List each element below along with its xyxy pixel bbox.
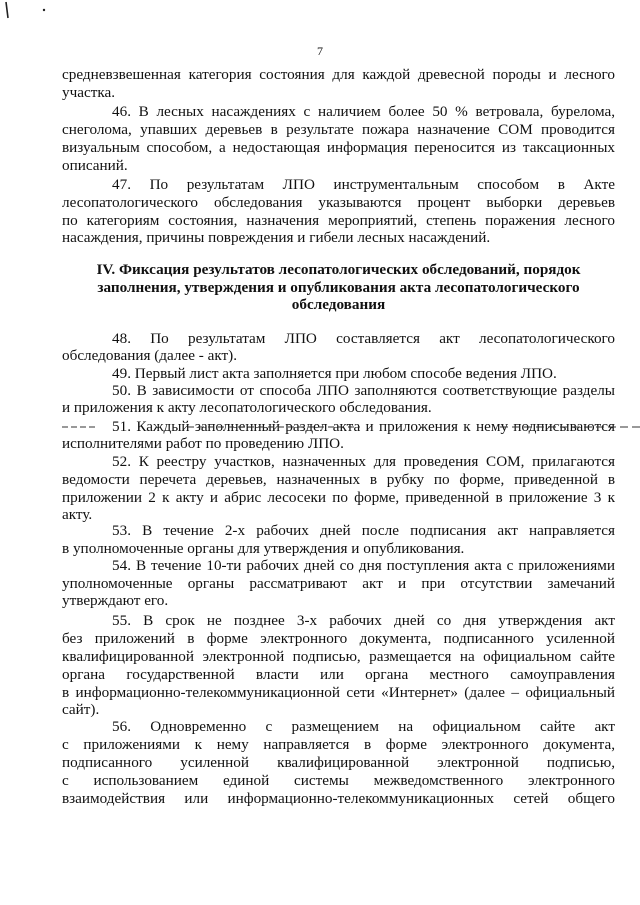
text-line: описаний.	[62, 157, 128, 174]
text-line: утверждают его.	[62, 592, 169, 609]
text-line: с использованием единой системы межведомственного электронного	[62, 772, 615, 789]
text-line: исполнителями работ по проведению ЛПО.	[62, 435, 344, 452]
text-line: акту.	[62, 506, 93, 523]
text-line: 49. Первый лист акта заполняется при любом способе ведения ЛПО.	[112, 365, 557, 382]
text-line: органа государственной власти или органа местного самоуправления	[62, 666, 615, 683]
text-line: обследования (далее - акт).	[62, 347, 238, 364]
text-line: 54. В течение 10-ти рабочих дней со дня поступления акта с приложениями	[112, 557, 615, 574]
section-heading: обследования	[291, 296, 386, 313]
section-heading: IV. Фиксация результатов лесопатологических обследований, порядок	[96, 261, 581, 278]
text-line: 53. В течение 2-х рабочих дней после подписания акт направляется	[112, 522, 615, 539]
text-line: взаимодействия или информационно-телекоммуникационных сетей общего	[62, 790, 615, 807]
text-line: 47. По результатам ЛПО инструментальным способом в Акте	[112, 176, 615, 193]
text-line: подписанного усиленной квалифицированной электронной подписью,	[62, 754, 615, 771]
text-line: визуальным способом, а недостающая информация переносится из таксационных	[62, 139, 615, 156]
text-line: 51. Каждый заполненный раздел акта и приложения к нему подписываются	[112, 418, 615, 435]
text-line: 50. В зависимости от способа ЛПО заполняются соответствующие разделы	[112, 382, 615, 399]
text-line: по категориям состояния, назначения мероприятий, степень поражения лесного	[62, 212, 615, 229]
text-line: и приложения к акту лесопатологического обследования.	[62, 399, 432, 416]
text-line: 46. В лесных насаждениях с наличием более 50 % ветровала, бурелома,	[112, 103, 615, 120]
text-line: насаждения, причины повреждения и гибели лесных насаждений.	[62, 229, 491, 246]
text-line: лесопатологического обследования указываются процент выборки деревьев	[62, 194, 615, 211]
text-line: 56. Одновременно с размещением на официальном сайте акт	[112, 718, 615, 735]
text-line: без приложений в форме электронного документа, подписанного усиленной	[62, 630, 615, 647]
text-line: квалифицированной электронной подписью, размещается на официальном сайте	[62, 648, 615, 665]
text-line: ведомости перечета деревьев, назначенных в рубку по форме, приведенной в	[62, 471, 615, 488]
text-line: в уполномоченные органы для утверждения и опубликования.	[62, 540, 465, 557]
text-line: снеголома, упавших деревьев в результате пожара назначение СОМ проводится	[62, 121, 615, 138]
text-line: уполномоченные органы рассматривают акт и при отсутствии замечаний	[62, 575, 615, 592]
text-line: с приложениями к нему направляется в форме электронного документа,	[62, 736, 615, 753]
text-line: 55. В срок не позднее 3-х рабочих дней со дня утверждения акт	[112, 612, 615, 629]
text-line: средневзвешенная категория состояния для каждой древесной породы и лесного	[62, 66, 615, 83]
text-line: 48. По результатам ЛПО составляется акт лесопатологического	[112, 330, 615, 347]
page-number: 7	[317, 44, 323, 58]
section-heading: заполнения, утверждения и опубликования акта лесопатологического	[97, 279, 580, 296]
text-line: 52. К реестру участков, назначенных для проведения СОМ, прилагаются	[112, 453, 615, 470]
text-line: приложении 2 к акту и абрис лесосеки по форме, приведенной в приложение 3 к	[62, 489, 615, 506]
scan-mark-top-left	[0, 0, 60, 20]
scan-dashed-line	[0, 424, 640, 430]
text-line: в информационно-телекоммуникационной сети «Интернет» (далее – официальный	[62, 684, 615, 701]
text-line: участка.	[62, 84, 116, 101]
text-line: сайт).	[62, 701, 100, 718]
